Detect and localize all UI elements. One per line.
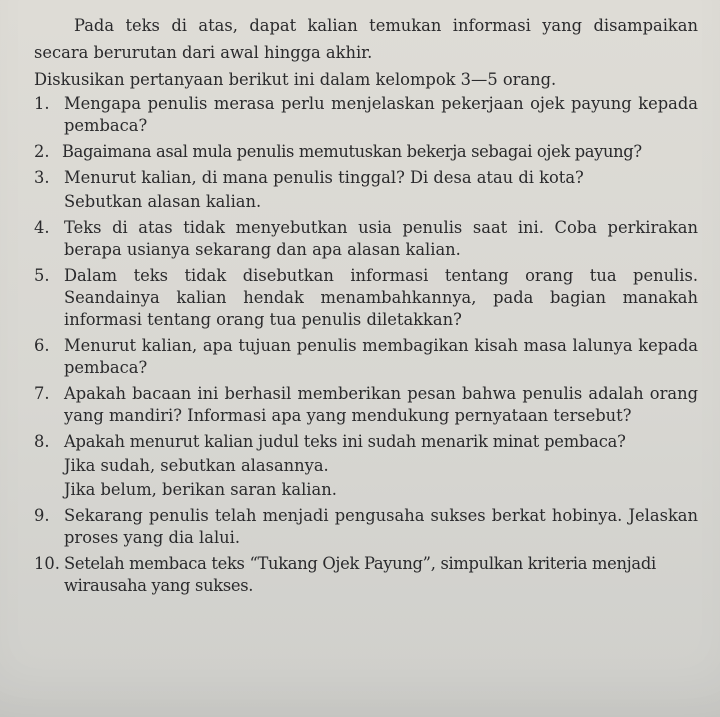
question-number: 10. (34, 554, 60, 573)
question-item (34, 335, 698, 379)
question-number: 7. (34, 384, 50, 403)
question-text: Bagaimana asal mula penulis memutuskan bekerja sebagai ojek payung? (62, 142, 642, 161)
question-followup: Sebutkan alasan kalian. (64, 192, 262, 211)
intro-line-2: secara berurutan dari awal hingga akhir. (34, 43, 373, 62)
question-number: 6. (34, 336, 50, 355)
question-text: Apakah bacaan ini berhasil memberikan pesan bahwa penulis adalah orang yang mandiri? Informasi apa yang mendukung pernyataan tersebut? (64, 384, 698, 425)
question-item (34, 167, 698, 213)
question-number: 1. (34, 94, 50, 113)
question-item (34, 217, 698, 261)
question-text: Setelah membaca teks “Tukang Ojek Payung”, simpulkan kriteria menjadi wirausaha yang sukses. (64, 554, 656, 595)
question-number: 3. (34, 168, 50, 187)
question-item (34, 265, 698, 331)
question-list (34, 93, 698, 597)
question-text: Menurut kalian, di mana penulis tinggal? Di desa atau di kota? (64, 168, 584, 187)
question-text: Dalam teks tidak disebutkan informasi tentang orang tua penulis. Seandainya kalian hendak menambahkannya, pada bagian manakah informasi tentang orang tua penulis diletakkan? (64, 266, 698, 329)
question-text: Apakah menurut kalian judul teks ini sudah menarik minat pembaca? (64, 432, 626, 451)
question-number: 5. (34, 266, 50, 285)
question-item (34, 383, 698, 427)
question-item (34, 431, 698, 501)
question-followup: Jika sudah, sebutkan alasannya. (64, 456, 329, 475)
question-text: Mengapa penulis merasa perlu menjelaskan pekerjaan ojek payung kepada pembaca? (64, 94, 698, 135)
question-text: Teks di atas tidak menyebutkan usia penulis saat ini. Coba perkirakan berapa usianya sekarang dan apa alasan kalian. (64, 218, 698, 259)
question-number: 2. (34, 142, 50, 161)
question-number: 4. (34, 218, 50, 237)
question-text: Menurut kalian, apa tujuan penulis membagikan kisah masa lalunya kepada pembaca? (64, 336, 698, 377)
intro-line-1: Pada teks di atas, dapat kalian temukan informasi yang disampaikan (74, 16, 698, 35)
question-item (34, 141, 698, 163)
question-number: 8. (34, 432, 50, 451)
question-item (34, 93, 698, 137)
discussion-prompt: Diskusikan pertanyaan berikut ini dalam kelompok 3—5 orang. (34, 70, 557, 89)
question-text: Sekarang penulis telah menjadi pengusaha sukses berkat hobinya. Jelaskan proses yang dia lalui. (64, 506, 698, 547)
intro-paragraph (34, 14, 698, 64)
question-number: 9. (34, 506, 50, 525)
question-item (34, 553, 698, 597)
question-followup: Jika belum, berikan saran kalian. (64, 480, 337, 499)
question-item (34, 505, 698, 549)
